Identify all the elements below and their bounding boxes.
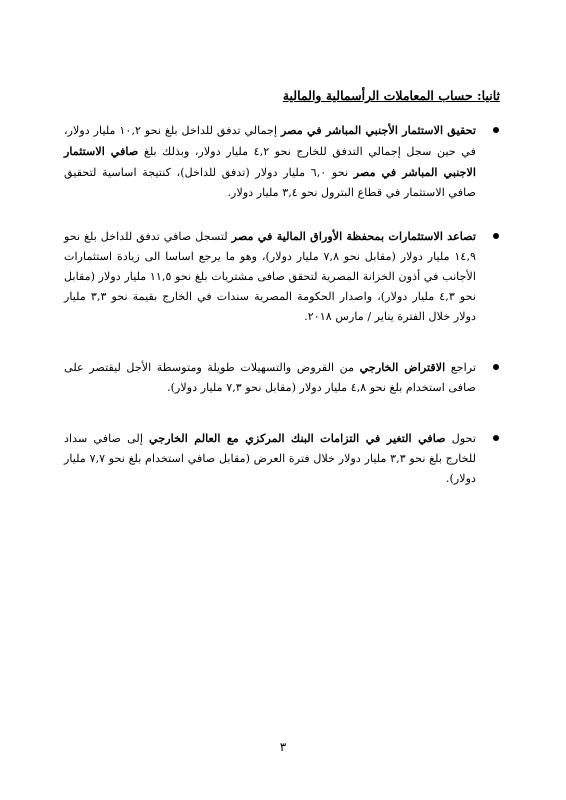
bullet-list [64, 120, 500, 489]
section-title: ثانيا: حساب المعاملات الرأسمالية والمالية [282, 88, 500, 103]
bullet-bold-lead: صافي التغير في التزامات البنك المركزي مع العالم الخارجي [149, 431, 446, 445]
bullet-text: لتسجل صافي تدفق للداخل بلغ نحو ١٤,٩ مليار دولار (مقابل نحو ٧,٨ مليار دولار)، وهو ما يرجع اساسا الى زيادة استثمارات الأجانب في أذون الخزانة المصرية لتحقق صافى مشتريات بلغ نحو ١١,٥ مليار دولار (مقابل نحو ٤,٣ مليار دولار)، واصدار الحكومة المصرية سندات في الخارج بقيمة نحو ٣,٣ مليار دولار خلال الفترة يناير / مارس ٢٠١٨. [64, 230, 477, 323]
page-number: ٣ [279, 740, 287, 754]
bullet-text: من القروض والتسهيلات طويلة ومتوسطة الأجل ليقتصر على صافى استخدام بلغ نحو ٤,٨ مليار دولار (مقابل نحو ٧,٣ مليار دولار). [64, 361, 476, 394]
bullet-item-fdi [64, 120, 500, 203]
bullet-bold-lead: تحقيق الاستثمار الأجنبي المباشر في مصر [280, 123, 476, 137]
bullet-text: إجمالي تدفق للداخل بلغ نحو ١٠,٢ مليار دولار، في حين سجل إجمالي التدفق للخارج نحو ٤,٢ مليار دولار، وبذلك بلغ [64, 124, 476, 158]
bullet-text-pre: تراجع [445, 361, 476, 374]
bullet-text-pre: تحول [445, 432, 476, 445]
bullet-item-central-bank [64, 428, 500, 489]
bullet-bold-lead: تصاعد الاستثمارات بمحفظة الأوراق المالية في مصر [231, 229, 476, 243]
bullet-item-portfolio [64, 226, 500, 327]
bullet-text: إلى صافي سداد للخارج بلغ نحو ٣,٣ مليار دولار خلال فترة العرض (مقابل صافي استخدام بلغ نحو ٧,٧ مليار دولار). [64, 432, 476, 485]
bullet-text: نحو ٦,٠ مليار دولار (تدفق للداخل)، كنتيجة اساسية لتحقيق صافي الاستثمار في قطاع البترول نحو ٣,٤ مليار دولار. [64, 166, 476, 199]
bullet-item-borrowing [64, 357, 500, 398]
bullet-bold-mid: صافي الاستثمار الاجنبي المباشر في مصر [64, 144, 476, 179]
bullet-bold-lead: الاقتراض الخارجي [359, 360, 446, 374]
